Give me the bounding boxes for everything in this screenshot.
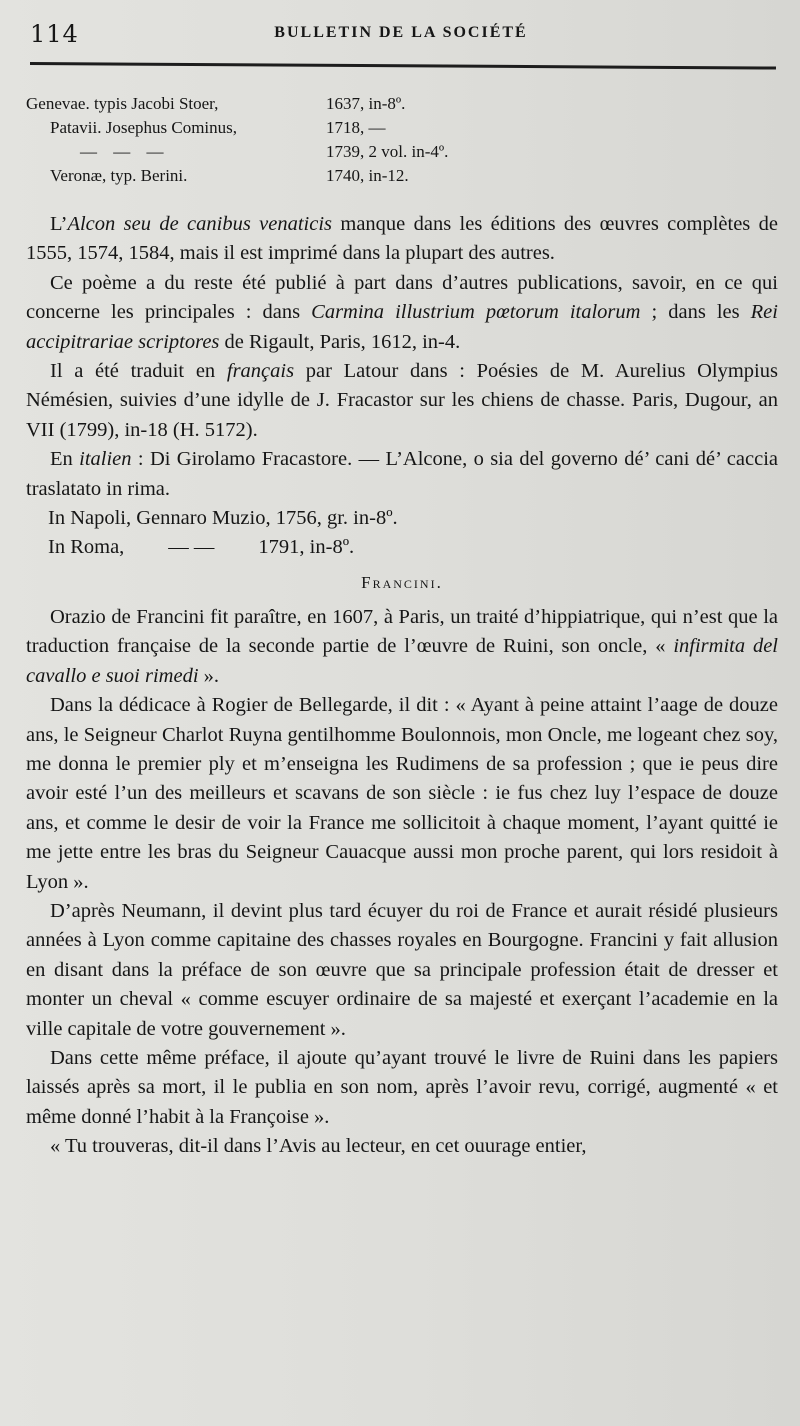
paragraph-neumann: D’après Neumann, il devint plus tard écuyer du roi de France et aurait résidé plusieurs années à Lyon comme capitaine des chasses royales en Bourgogne. Francini y fait allusion en disant dans la préface de son œuvre que sa principale profession était de dresser et monter un cheval « comme escuyer ordinaire de sa majesté et exerçant l’academie en la ville capitale de votre gouvernement ». bbox=[26, 899, 778, 1040]
edition-place: — — — bbox=[80, 142, 170, 161]
paragraph-italian-translation: En italien : Di Girolamo Fracastore. — L’Alcone, o sia del governo dé’ cani dé’ caccia traslatato in rima. bbox=[26, 448, 778, 500]
edition-date: 1637, in-8º. bbox=[326, 94, 406, 113]
edition-list bbox=[26, 92, 766, 188]
edition-date: 1718, — bbox=[326, 118, 386, 137]
edition-row bbox=[26, 140, 766, 164]
page-header bbox=[26, 16, 776, 52]
edition-date: 1739, 2 vol. in-4º. bbox=[326, 142, 449, 161]
body-text bbox=[26, 210, 778, 1162]
edition-row bbox=[26, 164, 766, 188]
paragraph-preface: Dans cette même préface, il ajoute qu’ayant trouvé le livre de Ruini dans les papiers laissés après sa mort, il le publia en son nom, après l’avoir revu, corrigé, augmenté « et même donné l’habit à la Françoise ». bbox=[26, 1046, 778, 1128]
paragraph-publications: Ce poème a du reste été publié à part dans d’autres publications, savoir, en ce qui concerne les principales : dans Carmina illustrium pœtorum italorum ; dans les Rei accipitrariae scriptores de Rigault, Paris, 1612, in-4. bbox=[26, 271, 778, 353]
paragraph-roma: In Roma, — — 1791, in-8º. bbox=[48, 536, 355, 559]
edition-row bbox=[26, 92, 766, 116]
edition-place: Genevae. typis Jacobi Stoer, bbox=[26, 94, 219, 113]
edition-row bbox=[26, 116, 766, 140]
edition-place: Veronæ, typ. Berini. bbox=[50, 166, 188, 185]
running-title: BULLETIN DE LA SOCIÉTÉ bbox=[274, 24, 528, 41]
paragraph-alcon: L’Alcon seu de canibus venaticis manque dans les éditions des œuvres complètes de 1555, 1574, 1584, mais il est imprimé dans la plupart des autres. bbox=[26, 213, 778, 265]
paragraph-napoli: In Napoli, Gennaro Muzio, 1756, gr. in-8º. bbox=[48, 507, 398, 530]
paragraph-french-translation: Il a été traduit en français par Latour dans : Poésies de M. Aurelius Olympius Némésien, suivies d’une idylle de J. Fracastor sur les chiens de chasse. Paris, Dugour, an VII (1799), in-18 (H. 5172). bbox=[26, 360, 778, 441]
edition-date: 1740, in-12. bbox=[326, 166, 409, 185]
edition-place: Patavii. Josephus Cominus, bbox=[50, 118, 238, 137]
page-number: 114 bbox=[30, 20, 79, 48]
header-rule bbox=[30, 62, 776, 70]
paragraph-avis: « Tu trouveras, dit-il dans l’Avis au lecteur, en cet ouurage entier, bbox=[50, 1135, 587, 1158]
paragraph-dedicace: Dans la dédicace à Rogier de Bellegarde, il dit : « Ayant à peine attaint l’aage de douze ans, le Seigneur Charlot Ruyna gentilhomme Boulonnois, mon Oncle, me logeant chez soy, me donna le premier ply et m’enseigna les Rudimens de sa profession ; que ie peus dire avoir esté l’un des meilleurs et scavans de son siècle : ie fus chez luy l’espace de douze ans, et comme le desir de voir la France me sollicitoit à chaque moment, l’ayant quitté ie me jette entre les bras du Seigneur Cauacque aussi mon proche parent, qui lors residoit à Lyon ». bbox=[26, 694, 778, 893]
paragraph-francini-intro: Orazio de Francini fit paraître, en 1607, à Paris, un traité d’hippiatrique, qui n’est que la traduction française de la seconde partie de l’œuvre de Ruini, son oncle, « infirmita del cavallo e suoi rimedi ». bbox=[26, 605, 778, 687]
section-title: Francini. bbox=[361, 572, 443, 592]
